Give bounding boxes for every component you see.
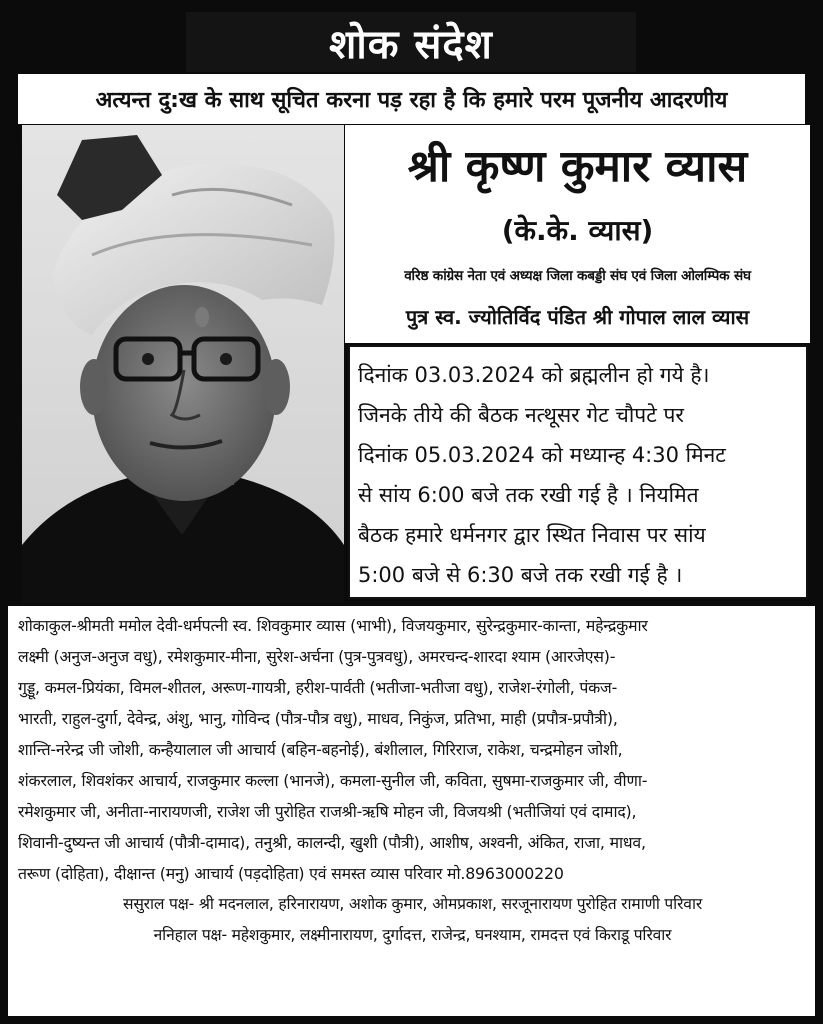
family-line: शिवानी-दुष्यन्त जी आचार्य (पौत्री-दामाद), तनुश्री, कालन्दी, खुशी (पौत्री), आशीष, अश्वनी, अंकित, राजा, माधव, xyxy=(18,833,646,852)
deceased-nickname: (के.के. व्यास) xyxy=(501,214,654,247)
sasural-paksh: ससुराल पक्ष- श्री मदनलाल, हरिनारायण, अशोक कुमार, ओमप्रकाश, सरजूनारायण पुरोहित रामाणी परिवार xyxy=(122,895,702,913)
family-line: शोकाकुल-श्रीमती ममोल देवी-धर्मपत्नी स्व. शिवकुमार व्यास (भाभी), विजयकुमार, सुरेन्द्रकुमार-कान्ता, महेन्द्रकुमार xyxy=(18,616,648,635)
notice-title: शोक संदेश xyxy=(186,12,636,72)
portrait-photo xyxy=(22,125,344,603)
nanihal-paksh: ननिहाल पक्ष- महेशकुमार, लक्ष्मीनारायण, दुर्गादत्त, राजेन्द्र, घनश्याम, रामदत्त एवं किराडू परिवार xyxy=(153,926,672,944)
family-line: शान्ति-नरेन्द्र जी जोशी, कन्हैयालाल जी आचार्य (बहिन-बहनोई), बंशीलाल, गिरिराज, राकेश, चन्द्रमोहन जोशी, xyxy=(18,740,623,759)
deceased-parent: पुत्र स्व. ज्योतिर्विद पंडित श्री गोपाल लाल व्यास xyxy=(405,305,750,329)
family-list xyxy=(8,606,815,1016)
announcement-line: बैठक हमारे धर्मनगर द्वार स्थित निवास पर सांय xyxy=(358,523,706,547)
announcement-line: 5:00 बजे से 6:30 बजे तक रखी गई है । xyxy=(358,563,683,587)
family-line: तरूण (दोहिता), दीक्षान्त (मनु) आचार्य (पड़दोहिता) एवं समस्त व्यास परिवार मो.8963000220 xyxy=(18,864,564,883)
deceased-name: श्री कृष्ण कुमार व्यास xyxy=(407,141,748,192)
family-line: भारती, राहुल-दुर्गा, देवेन्द्र, अंशु, भानु, गोविन्द (पौत्र-पौत्र वधु), माधव, निकुंज, प्रतिभा, माही (प्रपौत्र-प्रपौत्री), xyxy=(18,709,618,728)
intro-line: अत्यन्त दु:ख के साथ सूचित करना पड़ रहा है कि हमारे परम पूजनीय आदरणीय xyxy=(18,74,805,124)
family-line: गुड्डू, कमल-प्रियंका, विमल-शीतल, अरूण-गायत्री, हरीश-पार्वती (भतीजा-भतीजा वधु), राजेश-रंगोली, पंकज- xyxy=(18,678,618,697)
announcement-box xyxy=(348,345,808,599)
announcement-line: दिनांक 03.03.2024 को ब्रह्मलीन हो गये है। xyxy=(358,363,710,387)
announcement-line: दिनांक 05.03.2024 को मध्यान्ह 4:30 मिनट xyxy=(358,443,726,467)
announcement-line: से सांय 6:00 बजे तक रखी गई है । नियमित xyxy=(358,483,699,507)
family-line: रमेशकुमार जी, अनीता-नारायणजी, राजेश जी पुरोहित राजश्री-ऋषि मोहन जी, विजयश्री (भतीजियां एवं दामाद), xyxy=(18,802,637,821)
family-line: लक्ष्मी (अनुज-अनुज वधु), रमेशकुमार-मीना, सुरेश-अर्चना (पुत्र-पुत्रवधु), अमरचन्द-शारदा श्याम (आरजेएस)- xyxy=(18,647,616,666)
announcement-line: जिनके तीये की बैठक नत्थूसर गेट चौपटे पर xyxy=(358,403,684,427)
family-line: शंकरलाल, शिवशंकर आचार्य, राजकुमार कल्ला (भानजे), कमला-सुनील जी, कविता, सुषमा-राजकुमार जी, वीणा- xyxy=(18,771,648,790)
portrait-image xyxy=(22,125,344,603)
deceased-designation: वरिष्ठ कांग्रेस नेता एवं अध्यक्ष जिला कबड्डी संघ एवं जिला ओलम्पिक संघ xyxy=(404,268,751,284)
deceased-info xyxy=(345,125,810,343)
